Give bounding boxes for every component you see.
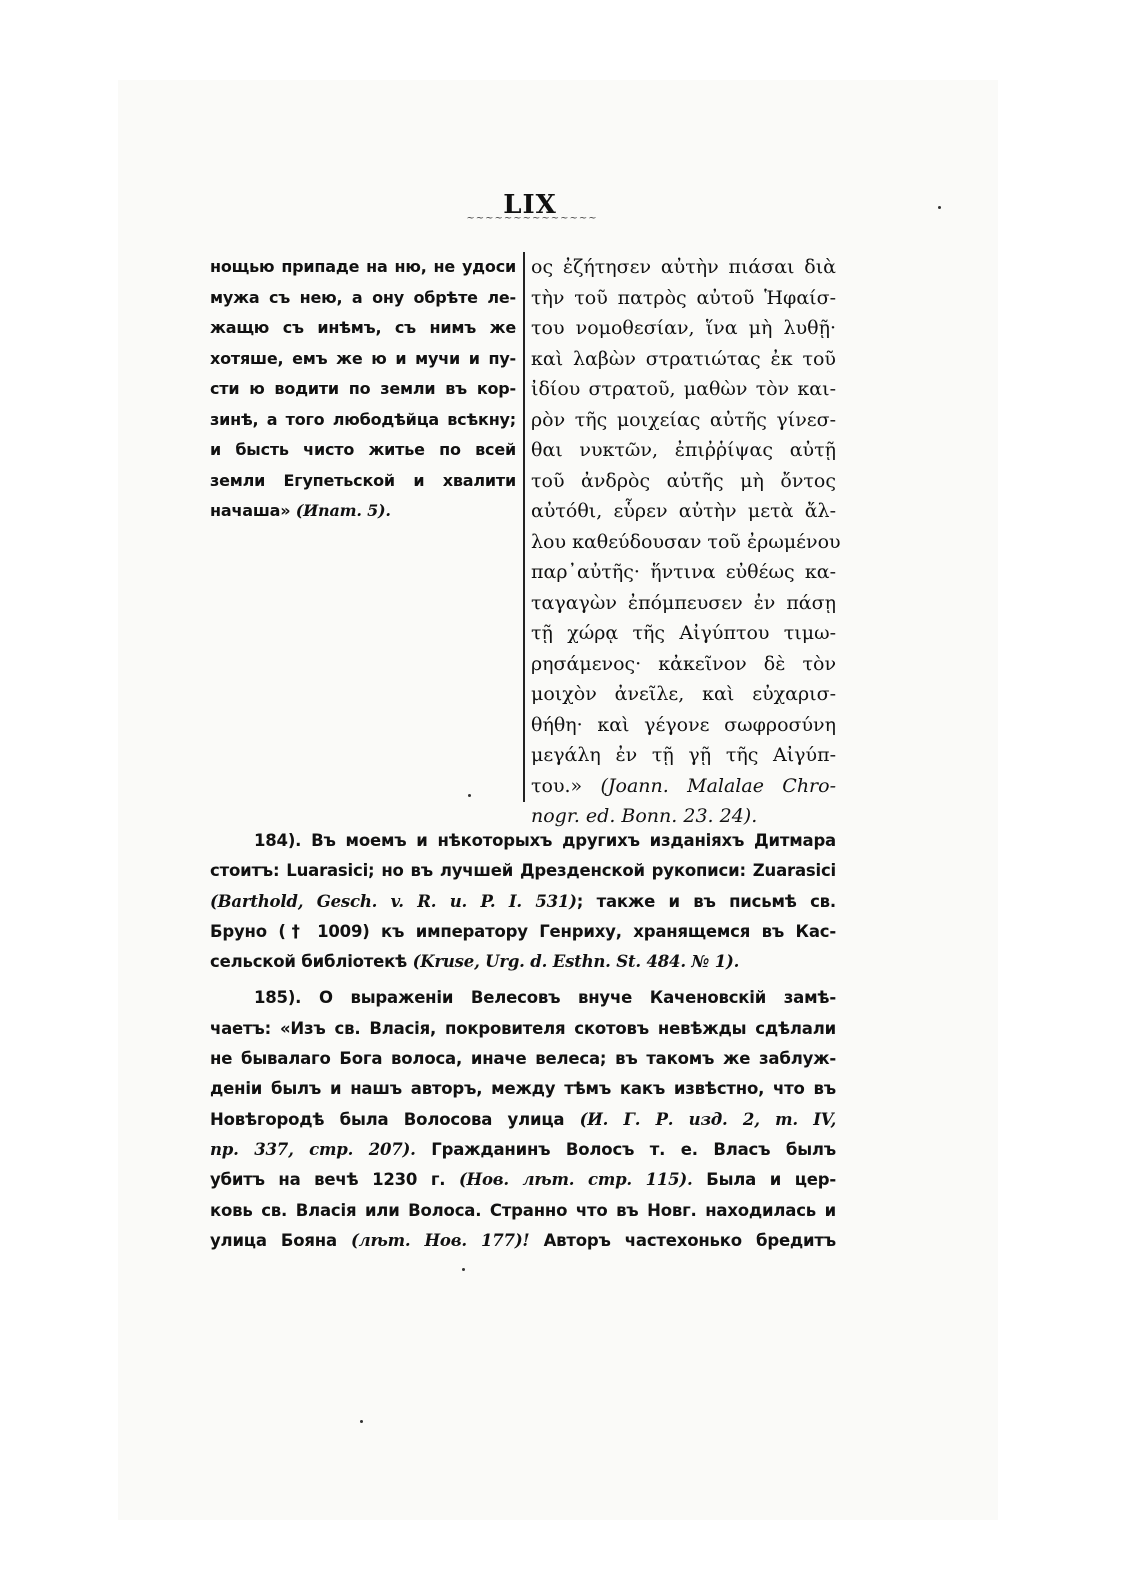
left-column <box>210 252 516 527</box>
scan-speck <box>938 206 941 209</box>
left-line: хотяше, емъ же ю и мучи и пу- <box>210 348 516 368</box>
left-line: зинѣ, а того любодѣйца всѣкну; <box>210 409 516 429</box>
right-line: θήθη· καὶ γέγονε σωφροσύνη <box>531 713 836 736</box>
page-number: LIX <box>503 190 557 220</box>
footnote-line: Бруно († 1009) къ императору Генриху, хранящемся въ Кас- <box>210 921 836 941</box>
footnote-line: стоитъ: Luarasici; но въ лучшей Дрезденской рукописи: Zuarasici <box>210 861 836 881</box>
right-line: τῇ χώρᾳ τῆς Αἰγύπτου τιμω- <box>531 622 836 644</box>
footnote-line: убитъ на вечѣ 1230 г. (Нов. лѣт. стр. 115). Была и цер- <box>210 1170 836 1190</box>
right-line: αὐτόθι, εὗρεν αὐτὴν μετὰ ἄλ- <box>531 500 836 522</box>
right-line: ος ἐζήτησεν αὐτὴν πιάσαι διὰ <box>531 256 836 278</box>
left-line: и бысть чисто житье по всей <box>210 440 516 459</box>
left-line: начаша» <box>210 501 291 520</box>
column-divider <box>523 252 525 802</box>
footnote-line: деніи былъ и нашъ авторъ, между тѣмъ какъ извѣстно, что въ <box>210 1079 836 1099</box>
footnote-line: 184). Въ моемъ и нѣкоторыхъ другихъ изданіяхъ Дитмара <box>254 831 836 850</box>
left-line: нощью припаде на ню, не удоси <box>210 257 516 276</box>
footnote-citation: (Barthold, Gesch. v. R. u. P. I. 531) <box>210 891 577 911</box>
footnote-citation: (Kruse, Urg. d. Esthn. St. 484. № 1). <box>412 952 740 972</box>
footnote-line: пр. 337, стр. 207). Гражданинъ Волосъ т. е. Власъ былъ <box>210 1139 837 1159</box>
footnote-citation: (лѣт. Нов. 177)! <box>351 1230 530 1250</box>
scan-speck <box>360 1420 363 1423</box>
footnote-line: (Barthold, Gesch. v. R. u. P. I. 531); также и въ письмѣ св. <box>210 891 836 911</box>
right-line: ταγαγὼν ἐπόμπευσεν ἐν πάσῃ <box>531 591 836 614</box>
footnote-line: чаетъ: «Изъ св. Власія, покровителя скотовъ невѣжды сдѣлали <box>210 1018 836 1038</box>
right-line: ρησάμενος· κἀκεῖνον δὲ τὸν <box>531 652 836 675</box>
header-ornament: ~~~~~~~~~~~~~~ <box>466 213 598 224</box>
right-line: του νομοθεσίαν, ἵνα μὴ λυθῇ· <box>531 317 836 339</box>
right-line: ρὸν τῆς μοιχείας αὐτῆς γίνεσ- <box>531 408 836 431</box>
two-column-quote <box>210 252 841 827</box>
footnote-line: Новѣгородѣ была Волосова улица (И. Г. Р. изд. 2, т. IV, <box>210 1109 836 1129</box>
scan-speck <box>462 1268 465 1271</box>
footnote-line: не бывалаго Бога волоса, иначе велеса; въ такомъ же заблуж- <box>210 1049 836 1069</box>
footnotes <box>210 826 836 1256</box>
footnote-line: 185). О выраженіи Велесовъ внуче Каченовскій замѣ- <box>254 988 836 1008</box>
right-line: μεγάλη ἐν τῇ γῇ τῆς Αἰγύπ- <box>531 744 836 766</box>
left-line: сти ю водити по земли въ кор- <box>210 379 516 398</box>
right-line: θαι νυκτῶν, ἐπιῤῥίψας αὐτῇ <box>531 439 836 461</box>
footnote-185 <box>210 983 836 1256</box>
right-line: τοῦ ἀνδρὸς αὐτῆς μὴ ὄντος <box>531 469 836 492</box>
left-line-last <box>210 496 516 527</box>
footnote-citation: (Нов. лѣт. стр. 115). <box>458 1170 693 1190</box>
footnote-184 <box>210 826 836 977</box>
right-line-cited <box>531 771 836 802</box>
right-citation: (Joann. Malalae Chro- <box>600 774 836 797</box>
footnote-citation: пр. 337, стр. 207). <box>210 1139 416 1159</box>
left-line: жащю съ инѣмъ, съ нимъ же <box>210 318 516 337</box>
right-line: λου καθεύδουσαν τοῦ ἐρωμένου <box>531 530 841 553</box>
footnote-line: улица Бояна (лѣт. Нов. 177)! Авторъ частехонько бредитъ <box>210 1230 836 1250</box>
left-citation: (Ипат. 5). <box>295 501 391 520</box>
right-line: τὴν τοῦ πατρὸς αὐτοῦ Ἡφαίσ- <box>531 286 836 309</box>
right-line: ἰδίου στρατοῦ, μαθὼν τὸν και- <box>531 378 836 400</box>
right-line: παρ᾽αὐτῆς· ἥντινα εὐθέως κα- <box>531 561 836 583</box>
left-line: мужа съ нею, а ону обрѣте ле- <box>210 287 516 307</box>
footnote-line: сельской библіотекѣ (Kruse, Urg. d. Esthn. St. 484. № 1). <box>210 952 740 972</box>
footnote-citation: (И. Г. Р. изд. 2, т. IV, <box>579 1109 836 1129</box>
left-line: земли Егупетьской и хвалити <box>210 470 516 490</box>
scan-speck <box>468 794 471 797</box>
right-column <box>531 252 841 832</box>
right-citation: nogr. ed. Bonn. 23. 24). <box>531 805 758 827</box>
footnote-line: ковь св. Власія или Волоса. Странно что въ Новг. находилась и <box>210 1200 836 1220</box>
right-line: καὶ λαβὼν στρατιώτας ἐκ τοῦ <box>531 347 836 370</box>
right-line: μοιχὸν ἀνεῖλε, καὶ εὐχαρισ- <box>531 683 836 705</box>
right-line: του.» <box>531 774 583 797</box>
